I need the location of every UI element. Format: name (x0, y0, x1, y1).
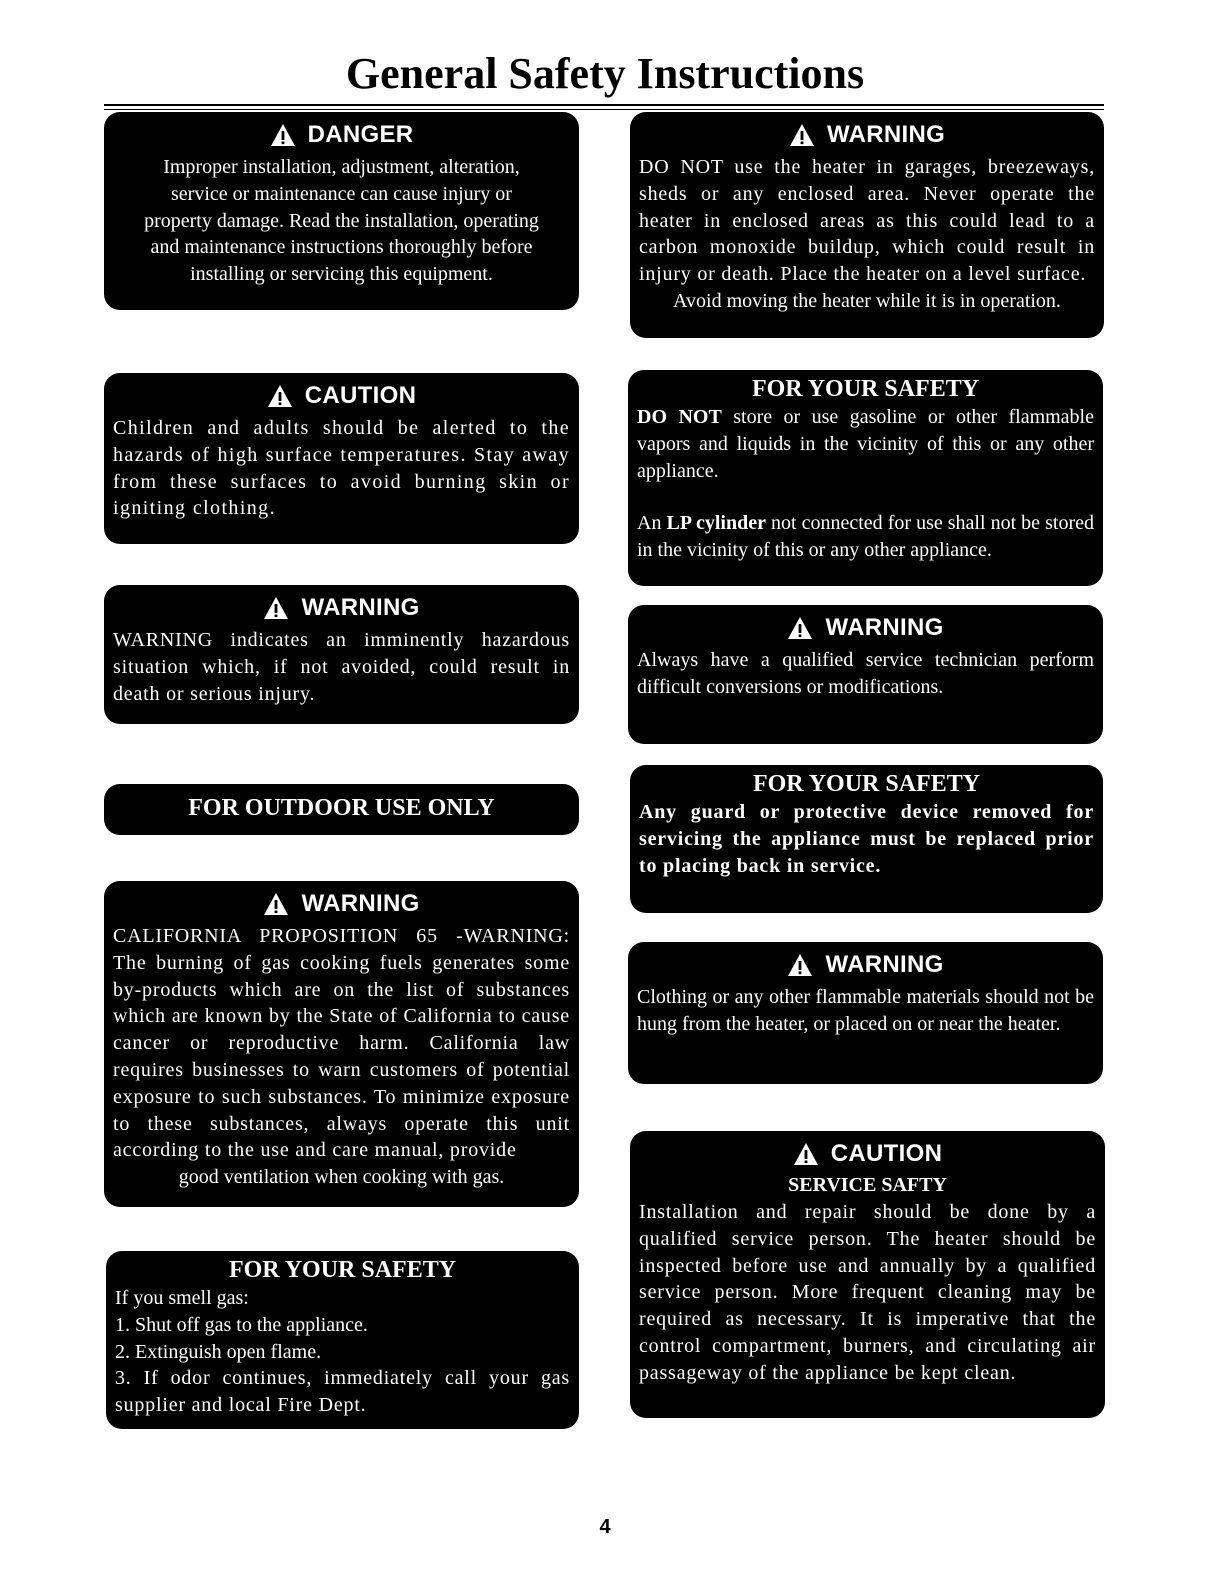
warning-triangle-icon (787, 616, 813, 640)
storage-lp-cylinder: LP cylinder (666, 512, 766, 535)
warning-triangle-icon (787, 953, 813, 977)
gas-safety-step-3: 3. If odor continues, immediately call your gas supplier and local Fire Dept. (115, 1367, 570, 1417)
warning-definition-box (104, 585, 579, 724)
outdoor-use-title: FOR OUTDOOR USE ONLY (188, 795, 495, 821)
danger-title: DANGER (307, 121, 414, 148)
enclosed-area-text: DO NOT use the heater in garages, breezeways, sheds or any enclosed area. Never operate the heater in enclosed areas as this could lead to a carbon monoxide buildup, which could result in injury or death. Place the heater on a level surface. (639, 156, 1095, 286)
danger-line-3: property damage. Read the installation, operating (144, 209, 539, 232)
gas-safety-box (106, 1251, 579, 1429)
service-safety-header (639, 1137, 1096, 1171)
service-safety-subtitle: SERVICE SAFTY (788, 1174, 947, 1196)
enclosed-area-last-line: Avoid moving the heater while it is in operation. (673, 289, 1061, 312)
prop65-header (113, 887, 570, 921)
clothing-box (628, 942, 1103, 1084)
storage-safety-box (628, 370, 1103, 586)
guard-safety-box (630, 765, 1103, 913)
gas-safety-step-2: 2. Extinguish open flame. (115, 1340, 322, 1363)
clothing-title: WARNING (825, 951, 944, 978)
gas-safety-intro: If you smell gas: (115, 1287, 249, 1309)
enclosed-area-title: WARNING (826, 121, 946, 148)
guard-safety-text: Any guard or protective device removed for servicing the appliance must be replaced prior to placing back in service. (639, 801, 1094, 877)
page-number: 4 (599, 1516, 611, 1538)
prop65-box (104, 881, 579, 1207)
storage-safety-para-2 (637, 510, 1094, 564)
guard-safety-title: FOR YOUR SAFETY (752, 771, 981, 797)
danger-line-1: Improper installation, adjustment, alteration, (163, 156, 520, 178)
warning-definition-header (113, 591, 570, 625)
warning-triangle-icon (263, 596, 289, 620)
clothing-text: Clothing or any other flammable materials should not be hung from the heater, or placed on or near the heater. (637, 986, 1094, 1035)
storage-para-2-text: not connected for use shall not be stored in the vicinity of this or any other appliance. (637, 512, 1094, 562)
page-title: General Safety Instructions (345, 49, 865, 98)
service-safety-title: CAUTION (830, 1140, 943, 1167)
warning-triangle-icon (267, 384, 293, 408)
technician-text: Always have a qualified service technician perform difficult conversions or modifications. (637, 649, 1094, 698)
caution-box (104, 373, 579, 544)
caution-header (113, 379, 570, 413)
prop65-last-line: good ventilation when cooking with gas. (178, 1166, 505, 1189)
prop65-text: CALIFORNIA PROPOSITION 65 -WARNING: The burning of gas cooking fuels generates some by-products which are on the list of substances which are known by the State of California to cause cancer or reproductive harm. California law requires businesses to warn customers of potential exposure to such substances. To minimize exposure to these substances, always operate this unit according to the use and care manual, provide (113, 925, 570, 1162)
enclosed-area-box (630, 112, 1104, 338)
technician-title: WARNING (825, 614, 944, 641)
danger-header (113, 118, 570, 152)
warning-triangle-icon (789, 123, 815, 147)
warning-definition-text: WARNING indicates an imminently hazardous situation which, if not avoided, could result in death or serious injury. (113, 629, 570, 705)
danger-line-2: service or maintenance can cause injury or (171, 182, 512, 205)
caution-text: Children and adults should be alerted to the hazards of high surface temperatures. Stay away from these surfaces to avoid burning skin or igniting clothing. (113, 417, 570, 520)
storage-safety-para-1 (637, 404, 1094, 484)
title-rule (104, 104, 1104, 106)
service-safety-box (630, 1131, 1105, 1418)
warning-definition-title: WARNING (301, 594, 420, 621)
storage-safety-title: FOR YOUR SAFETY (751, 376, 980, 402)
caution-title: CAUTION (304, 382, 417, 409)
storage-para-1-text: store or use gasoline or other flammable vapors and liquids in the vicinity of this or any other appliance. (637, 406, 1094, 482)
danger-line-4: and maintenance instructions thoroughly before (150, 236, 533, 259)
warning-triangle-icon (270, 123, 296, 147)
prop65-title: WARNING (301, 890, 420, 917)
enclosed-area-header (639, 118, 1095, 152)
technician-header (637, 611, 1094, 645)
clothing-header (637, 948, 1094, 982)
paragraph-gap (637, 484, 1094, 510)
warning-triangle-icon (793, 1142, 819, 1166)
gas-safety-step-1: 1. Shut off gas to the appliance. (115, 1313, 368, 1336)
technician-box (628, 605, 1103, 744)
danger-line-5: installing or servicing this equipment. (190, 263, 493, 286)
outdoor-use-box (104, 784, 579, 835)
storage-do-not: DO NOT (637, 406, 722, 428)
danger-box (104, 112, 579, 310)
service-safety-text: Installation and repair should be done by a qualified service person. The heater should be inspected before use and annually by a qualified service person. More frequent cleaning may be required as necessary. It is imperative that the control compartment, burners, and circulating air passageway of the appliance be kept clean. (639, 1201, 1096, 1384)
warning-triangle-icon (263, 892, 289, 916)
title-rule-thin (104, 109, 1104, 110)
storage-para-2-prefix: An (637, 512, 667, 535)
gas-safety-title: FOR YOUR SAFETY (228, 1257, 457, 1283)
